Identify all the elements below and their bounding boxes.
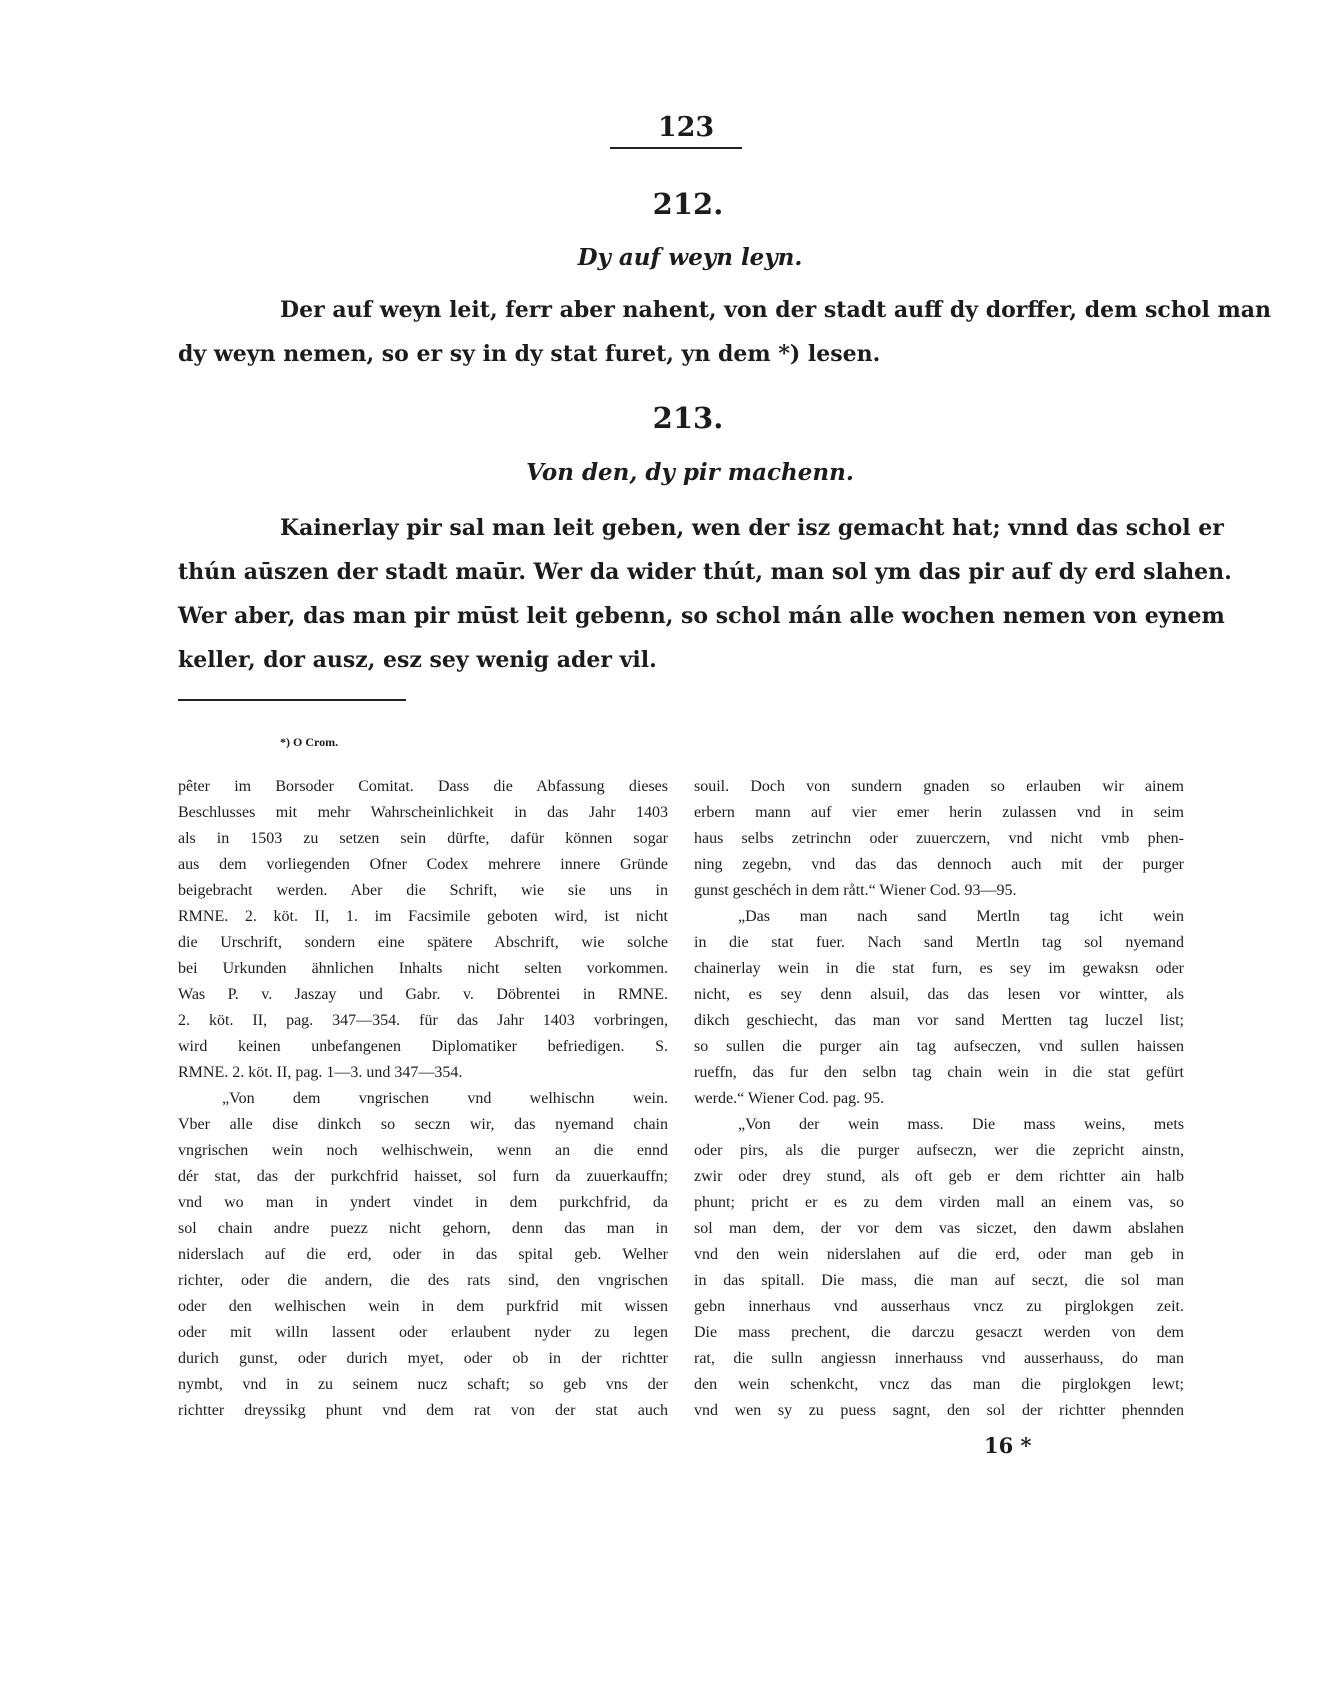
note-line: wird keinen unbefangenen Diplomatiker befriedigen. S. bbox=[178, 1038, 668, 1055]
note-line: oder pirs, als die purger aufseczn, wer die zepricht ainstn, bbox=[694, 1142, 1184, 1159]
note-line: vngrischen wein noch welhischwein, wenn an die ennd bbox=[178, 1142, 668, 1159]
note-line: die Urschrift, sondern eine spätere Abschrift, wie solche bbox=[178, 934, 668, 951]
note-line: so sullen die purger ain tag aufseczen, vnd sullen haissen bbox=[694, 1038, 1184, 1055]
paragraph-line: Wer aber, das man pir mūst leit gebenn, so schol mán alle wochen nemen von eynem bbox=[178, 603, 1225, 629]
note-line: richtter dreyssikg phunt vnd dem rat von der stat auch bbox=[178, 1402, 668, 1419]
note-line: oder mit willn lassent oder erlaubent nyder zu legen bbox=[178, 1324, 668, 1341]
note-line: „Das man nach sand Mertln tag icht wein bbox=[738, 908, 1184, 925]
note-line: den wein schenkcht, vncz das man die pirglokgen lewt; bbox=[694, 1376, 1184, 1393]
note-line: Vber alle dise dinkch so seczn wir, das nyemand chain bbox=[178, 1116, 668, 1133]
note-line: dér stat, das der purkchfrid haisset, sol furn da zuuerkauffn; bbox=[178, 1168, 668, 1185]
note-line: Was P. v. Jaszay und Gabr. v. Döbrentei in RMNE. bbox=[178, 986, 668, 1003]
note-line: erbern mann auf vier emer herin zulassen vnd in seim bbox=[694, 804, 1184, 821]
section-212-title: Dy auf weyn leyn. bbox=[577, 244, 803, 271]
note-line: sol man dem, der vor dem vas siczet, den dawm abslahen bbox=[694, 1220, 1184, 1237]
note-line: vnd wen sy zu puess sagnt, den sol der richtter phennden bbox=[694, 1402, 1184, 1419]
note-line: phunt; pricht er es zu dem virden mall an einem vas, so bbox=[694, 1194, 1184, 1211]
note-line: chainerlay wein in die stat furn, es sey im gewaksn oder bbox=[694, 960, 1184, 977]
note-line: haus selbs zetrinchn oder zuuerczern, vnd nicht vmb phen- bbox=[694, 830, 1184, 847]
paragraph-line: thún aūszen der stadt maūr. Wer da wider thút, man sol ym das pir auf dy erd slahen. bbox=[178, 559, 1232, 585]
paragraph-line: dy weyn nemen, so er sy in dy stat furet, yn dem *) lesen. bbox=[178, 341, 881, 367]
paragraph-line: Kainerlay pir sal man leit geben, wen der isz gemacht hat; vnnd das schol er bbox=[280, 515, 1224, 541]
footnote: *) O Crom. bbox=[280, 735, 339, 749]
section-212-paragraph bbox=[178, 288, 1272, 376]
page-number-rule bbox=[610, 147, 742, 149]
note-line: „Von dem vngrischen vnd welhischn wein. bbox=[222, 1090, 668, 1107]
note-line: bei Urkunden ähnlichen Inhalts nicht selten vorkommen. bbox=[178, 960, 668, 977]
note-line: vnd den wein niderslahen auf die erd, oder man geb in bbox=[694, 1246, 1184, 1263]
note-line: rueffn, das fur den selbn tag chain wein in die stat gefürt bbox=[694, 1064, 1184, 1081]
note-line: aus dem vorliegenden Ofner Codex mehrere innere Gründe bbox=[178, 856, 668, 873]
note-line: rat, die sulln angiessn innerhauss vnd ausserhauss, do man bbox=[694, 1350, 1184, 1367]
note-line: gebn innerhaus vnd ausserhaus vncz zu pirglokgen zeit. bbox=[694, 1298, 1184, 1315]
section-213-paragraph bbox=[178, 506, 1232, 682]
page-number: 123 bbox=[657, 112, 715, 143]
note-line: 2. köt. II, pag. 347—354. für das Jahr 1403 vorbringen, bbox=[178, 1012, 668, 1029]
note-line: durich gunst, oder durich myet, oder ob in der richtter bbox=[178, 1350, 668, 1367]
signature-mark: 16 * bbox=[984, 1433, 1032, 1458]
note-line: gunst geschéch in dem rått.“ Wiener Cod. 93—95. bbox=[694, 882, 1017, 899]
paragraph-line: keller, dor ausz, esz sey wenig ader vil. bbox=[178, 647, 657, 673]
note-line: nicht, es sey denn alsuil, das das lesen vor wintter, als bbox=[694, 986, 1184, 1003]
note-line: Die mass prechent, die darczu gesaczt werden von dem bbox=[694, 1324, 1184, 1341]
note-line: pêter im Borsoder Comitat. Dass die Abfassung dieses bbox=[178, 778, 668, 795]
section-213-number: 213. bbox=[652, 401, 724, 435]
note-line: beigebracht werden. Aber die Schrift, wie sie uns in bbox=[178, 882, 668, 899]
note-line: vnd wo man in yndert vindet in dem purkchfrid, da bbox=[178, 1194, 668, 1211]
note-line: oder den welhischen wein in dem purkfrid mit wissen bbox=[178, 1298, 668, 1315]
note-line: RMNE. 2. köt. II, pag. 1—3. und 347—354. bbox=[178, 1064, 463, 1081]
note-line: RMNE. 2. köt. II, 1. im Facsimile geboten wird, ist nicht bbox=[178, 908, 668, 925]
note-line: sol chain andre puezz nicht gehorn, denn das man in bbox=[178, 1220, 668, 1237]
section-213-title: Von den, dy pir machenn. bbox=[526, 459, 854, 486]
note-line: niderslach auf die erd, oder in das spital geb. Welher bbox=[178, 1246, 668, 1263]
note-line: in die stat fuer. Nach sand Mertln tag sol nyemand bbox=[694, 934, 1184, 951]
note-line: ning zegebn, vnd das das dennoch auch mit der purger bbox=[694, 856, 1184, 873]
section-212-number: 212. bbox=[652, 187, 724, 221]
note-line: nymbt, vnd in zu seinem nucz schaft; so geb vns der bbox=[178, 1376, 668, 1393]
note-line: souil. Doch von sundern gnaden so erlauben wir ainem bbox=[694, 778, 1184, 795]
paragraph-line: Der auf weyn leit, ferr aber nahent, von der stadt auff dy dorffer, dem schol man bbox=[280, 297, 1272, 323]
note-line: Beschlusses mit mehr Wahrscheinlichkeit in das Jahr 1403 bbox=[178, 804, 668, 821]
note-line: dikch geschiecht, das man vor sand Mertten tag luczel list; bbox=[694, 1012, 1184, 1029]
right-column-notes bbox=[694, 774, 1184, 1424]
note-line: „Von der wein mass. Die mass weins, mets bbox=[738, 1116, 1184, 1133]
note-line: zwir oder drey stund, als oft geb er dem richtter ain halb bbox=[694, 1168, 1184, 1185]
note-line: als in 1503 zu setzen sein dürfte, dafür können sogar bbox=[178, 830, 668, 847]
footnote-rule bbox=[178, 699, 406, 701]
left-column-notes bbox=[178, 774, 668, 1424]
note-line: in das spitall. Die mass, die man auf seczt, die sol man bbox=[694, 1272, 1184, 1289]
note-line: werde.“ Wiener Cod. pag. 95. bbox=[694, 1090, 885, 1107]
note-line: richter, oder die andern, die des rats sind, den vngrischen bbox=[178, 1272, 668, 1289]
